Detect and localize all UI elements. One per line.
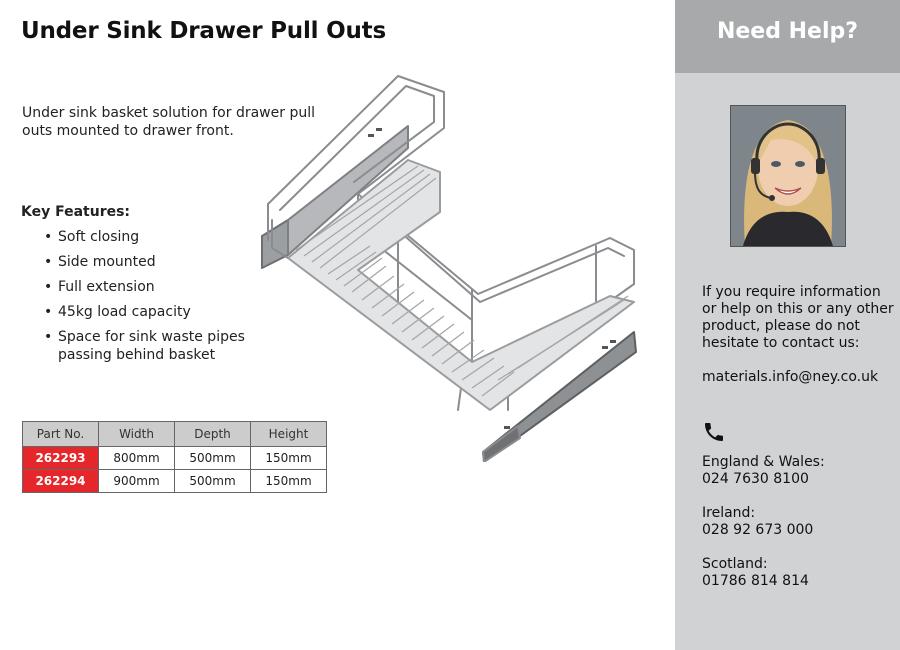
depth-cell: 500mm [175,447,251,470]
page-title: Under Sink Drawer Pull Outs [21,18,386,44]
part-number-cell: 262294 [23,470,99,493]
height-cell: 150mm [251,470,327,493]
table-row [23,470,327,493]
region-label: Scotland: [702,556,768,572]
phone-number[interactable]: 028 92 673 000 [702,522,814,538]
contact-england-wales [702,454,825,488]
support-agent-photo [730,105,846,247]
phone-number[interactable]: 01786 814 814 [702,573,809,589]
phone-number[interactable]: 024 7630 8100 [702,471,809,487]
feature-item: • Side mounted [44,253,264,271]
column-header-part-no: Part No. [23,422,99,447]
help-message: If you require information or help on this or any other product, please do not hesitate to contact us: [702,284,894,351]
region-label: England & Wales: [702,454,825,470]
contact-scotland [702,556,809,590]
need-help-heading: Need Help? [716,19,859,44]
help-header [675,0,900,73]
depth-cell: 500mm [175,470,251,493]
product-basket-image [258,70,650,462]
feature-item: • Full extension [44,278,264,296]
key-features-list [44,228,264,371]
key-features-heading: Key Features: [21,204,131,220]
feature-item: • Soft closing [44,228,264,246]
width-cell: 900mm [99,470,175,493]
part-number-cell: 262293 [23,447,99,470]
width-cell: 800mm [99,447,175,470]
product-description: Under sink basket solution for drawer pull outs mounted to drawer front. [22,105,315,139]
feature-item: • Space for sink waste pipes passing behind basket [44,328,264,364]
column-header-width: Width [99,422,175,447]
height-cell: 150mm [251,447,327,470]
column-header-depth: Depth [175,422,251,447]
region-label: Ireland: [702,505,756,521]
feature-item: • 45kg load capacity [44,303,264,321]
help-sidebar [675,0,900,650]
phone-icon [702,420,726,444]
column-header-height: Height [251,422,327,447]
support-agent-illustration [731,106,845,246]
contact-ireland [702,505,813,539]
contact-email-link[interactable]: materials.info@ney.co.uk [702,369,879,385]
